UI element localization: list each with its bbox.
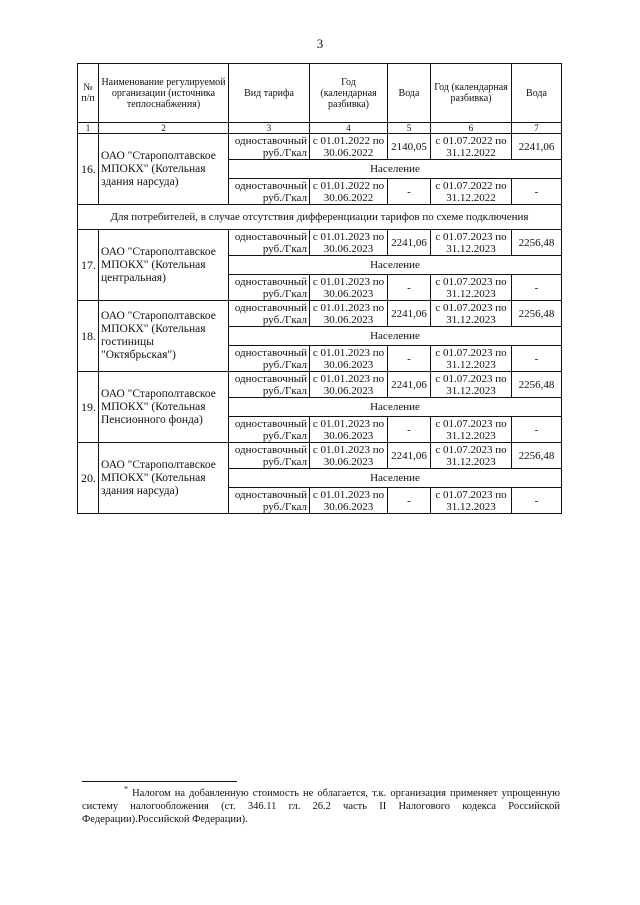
table-row — [78, 443, 562, 469]
water-first-half: - — [388, 346, 431, 372]
period-second-half: с 01.07.2023 по 31.12.2023 — [431, 372, 512, 398]
period-second-half: с 01.07.2023 по 31.12.2023 — [431, 488, 512, 514]
header-org: Наименование регулируемой организации (источника теплоснабжения) — [99, 64, 229, 123]
water-first-half: - — [388, 179, 431, 205]
column-number: 2 — [99, 123, 229, 134]
section-row — [78, 205, 562, 230]
water-first-half: - — [388, 417, 431, 443]
row-number: 17. — [78, 230, 99, 301]
period-first-half: с 01.01.2022 по 30.06.2022 — [310, 179, 388, 205]
water-first-half: 2241,06 — [388, 443, 431, 469]
header-num: № п/п — [78, 64, 99, 123]
row-number: 18. — [78, 301, 99, 372]
water-second-half: 2241,06 — [512, 134, 562, 160]
tariff-type: одноставочный руб./Гкал — [229, 230, 310, 256]
organization-name: ОАО "Старополтавское МПОКХ" (Котельная Пенсионного фонда) — [99, 372, 229, 443]
column-number: 5 — [388, 123, 431, 134]
section-title: Для потребителей, в случае отсутствия дифференциации тарифов по схеме подключения — [78, 205, 562, 230]
header-year-1: Год (календарная разбивка) — [310, 64, 388, 123]
tariff-type: одноставочный руб./Гкал — [229, 417, 310, 443]
tariff-type: одноставочный руб./Гкал — [229, 134, 310, 160]
water-first-half: 2241,06 — [388, 372, 431, 398]
column-number: 4 — [310, 123, 388, 134]
row-number: 16. — [78, 134, 99, 205]
period-first-half: с 01.01.2023 по 30.06.2023 — [310, 301, 388, 327]
column-number: 7 — [512, 123, 562, 134]
tariff-type: одноставочный руб./Гкал — [229, 301, 310, 327]
tariff-type: одноставочный руб./Гкал — [229, 275, 310, 301]
water-first-half: - — [388, 275, 431, 301]
tariff-table — [77, 63, 562, 514]
tariff-type: одноставочный руб./Гкал — [229, 443, 310, 469]
population-label: Население — [229, 160, 562, 179]
footnote-text: Налогом на добавленную стоимость не облагается, т.к. организация применяет упрощенную систему налогообложения (ст. 346.11 гл. 26.2 часть II Налогового кодекса Российской Федерации).Российской Федерации). — [82, 788, 561, 825]
row-number: 19. — [78, 372, 99, 443]
population-label: Население — [229, 327, 562, 346]
period-second-half: с 01.07.2023 по 31.12.2023 — [431, 346, 512, 372]
column-number: 1 — [78, 123, 99, 134]
population-label: Население — [229, 398, 562, 417]
column-number: 3 — [229, 123, 310, 134]
tariff-type: одноставочный руб./Гкал — [229, 372, 310, 398]
column-number: 6 — [431, 123, 512, 134]
water-second-half: - — [512, 275, 562, 301]
population-label: Население — [229, 469, 562, 488]
organization-name: ОАО "Старополтавское МПОКХ" (Котельная гостиницы "Октябрьская") — [99, 301, 229, 372]
header-water-2: Вода — [512, 64, 562, 123]
period-second-half: с 01.07.2023 по 31.12.2023 — [431, 443, 512, 469]
population-label: Население — [229, 256, 562, 275]
footnote — [82, 784, 561, 826]
water-second-half: - — [512, 346, 562, 372]
organization-name: ОАО "Старополтавское МПОКХ" (Котельная центральная) — [99, 230, 229, 301]
row-number: 20. — [78, 443, 99, 514]
table-row — [78, 230, 562, 256]
period-first-half: с 01.01.2023 по 30.06.2023 — [310, 372, 388, 398]
period-second-half: с 01.07.2023 по 31.12.2023 — [431, 230, 512, 256]
period-second-half: с 01.07.2023 по 31.12.2023 — [431, 275, 512, 301]
header-water-1: Вода — [388, 64, 431, 123]
period-first-half: с 01.01.2023 по 30.06.2023 — [310, 346, 388, 372]
period-first-half: с 01.01.2023 по 30.06.2023 — [310, 230, 388, 256]
period-second-half: с 01.07.2022 по 31.12.2022 — [431, 179, 512, 205]
period-second-half: с 01.07.2023 по 31.12.2023 — [431, 417, 512, 443]
water-first-half: 2140,05 — [388, 134, 431, 160]
organization-name: ОАО "Старополтавское МПОКХ" (Котельная здания нарсуда) — [99, 134, 229, 205]
water-second-half: - — [512, 417, 562, 443]
period-second-half: с 01.07.2022 по 31.12.2022 — [431, 134, 512, 160]
period-second-half: с 01.07.2023 по 31.12.2023 — [431, 301, 512, 327]
table-row — [78, 301, 562, 327]
water-second-half: 2256,48 — [512, 372, 562, 398]
table-row — [78, 372, 562, 398]
footnote-separator — [82, 781, 237, 782]
header-tariff-type: Вид тарифа — [229, 64, 310, 123]
table-row — [78, 134, 562, 160]
tariff-type: одноставочный руб./Гкал — [229, 488, 310, 514]
period-first-half: с 01.01.2023 по 30.06.2023 — [310, 417, 388, 443]
period-first-half: с 01.01.2022 по 30.06.2022 — [310, 134, 388, 160]
water-first-half: - — [388, 488, 431, 514]
water-first-half: 2241,06 — [388, 230, 431, 256]
water-second-half: 2256,48 — [512, 443, 562, 469]
organization-name: ОАО "Старополтавское МПОКХ" (Котельная здания нарсуда) — [99, 443, 229, 514]
tariff-type: одноставочный руб./Гкал — [229, 346, 310, 372]
water-second-half: 2256,48 — [512, 301, 562, 327]
period-first-half: с 01.01.2023 по 30.06.2023 — [310, 443, 388, 469]
tariff-type: одноставочный руб./Гкал — [229, 179, 310, 205]
header-year-2: Год (календарная разбивка) — [431, 64, 512, 123]
table-header-row — [78, 64, 562, 123]
water-second-half: - — [512, 488, 562, 514]
period-first-half: с 01.01.2023 по 30.06.2023 — [310, 488, 388, 514]
water-second-half: 2256,48 — [512, 230, 562, 256]
water-second-half: - — [512, 179, 562, 205]
column-number-row — [78, 123, 562, 134]
footnote-mark: * — [124, 784, 128, 794]
period-first-half: с 01.01.2023 по 30.06.2023 — [310, 275, 388, 301]
water-first-half: 2241,06 — [388, 301, 431, 327]
page-number: 3 — [316, 36, 324, 51]
